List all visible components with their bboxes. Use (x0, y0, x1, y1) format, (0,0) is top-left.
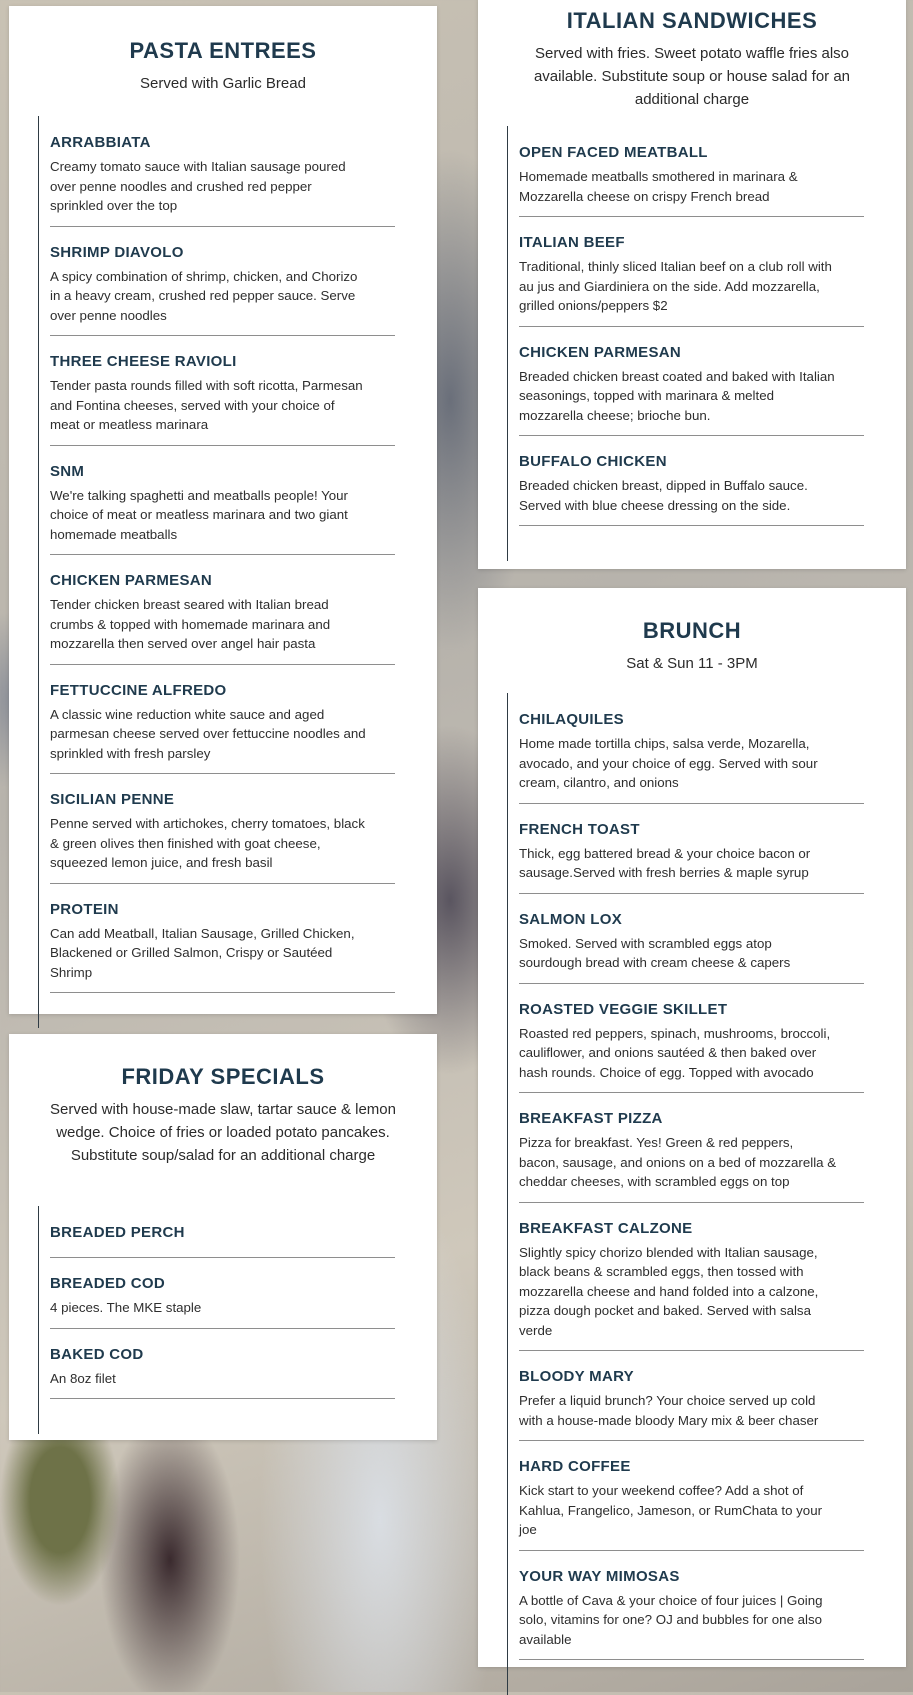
section-subtitle: Served with Garlic Bread (140, 75, 306, 92)
menu-item (519, 1110, 864, 1203)
brunch-card (478, 588, 906, 1667)
menu-item (50, 353, 395, 446)
menu-item (519, 344, 864, 437)
menu-item (50, 1224, 395, 1258)
menu-item (519, 1568, 864, 1661)
menu-item-description: We're talking spaghetti and meatballs people! Your choice of meat or meatless marinara and two giant homemade meatballs (50, 487, 348, 542)
menu-item-name: BUFFALO CHICKEN (519, 453, 667, 470)
menu-item-name: SICILIAN PENNE (50, 791, 175, 808)
menu-item-description: Creamy tomato sauce with Italian sausage poured over penne noodles and crushed red pepper sprinkled over the top (50, 159, 346, 213)
menu-item-name: ARRABBIATA (50, 134, 151, 151)
section-title: BRUNCH (642, 618, 742, 643)
menu-item (519, 1001, 864, 1094)
menu-item (50, 682, 395, 775)
menu-item-name: FETTUCCINE ALFREDO (50, 681, 227, 699)
menu-item-description: Thick, egg battered bread & your choice bacon or sausage.Served with fresh berries & maple syrup (519, 845, 811, 880)
menu-item-description: A classic wine reduction white sauce and aged parmesan cheese served over fettuccine noodles and sprinkled with fresh parsley (50, 706, 366, 761)
menu-item-name: BREAKFAST PIZZA (519, 1110, 663, 1127)
section-title: PASTA ENTREES (129, 38, 317, 63)
menu-item-description: Prefer a liquid brunch? Your choice served up cold with a house-made bloody Mary mix & beer chaser (519, 1393, 819, 1428)
section-subtitle: Served with fries. Sweet potato waffle fries also available. Substitute soup or house salad for an additional charge (533, 45, 851, 108)
section-subtitle: Sat & Sun 11 - 3PM (626, 655, 758, 672)
menu-item-description: An 8oz filet (50, 1370, 116, 1386)
menu-item-description: 4 pieces. The MKE staple (50, 1300, 202, 1315)
menu-item (50, 572, 395, 665)
menu-item (519, 144, 864, 217)
menu-item (519, 911, 864, 984)
italian-sandwiches-card (478, 0, 906, 569)
menu-item-name: SHRIMP DIAVOLO (50, 243, 184, 261)
menu-item-name: HARD COFFEE (519, 1458, 631, 1475)
menu-item-description: Tender pasta rounds filled with soft ricotta, Parmesan and Fontina cheeses, served with your choice of meat or meatless marinara (50, 378, 363, 432)
menu-item (50, 791, 395, 884)
menu-item-description: Tender chicken breast seared with Italian bread crumbs & topped with homemade marinara and mozzarella then served over angel hair pasta (50, 597, 331, 651)
menu-item-name: PROTEIN (50, 900, 119, 918)
menu-item (519, 821, 864, 894)
section-title: ITALIAN SANDWICHES (566, 8, 818, 33)
friday-specials-card (9, 1034, 437, 1440)
menu-item-description: Roasted red peppers, spinach, mushrooms, broccoli, cauliflower, and onions sautéed & then baked over hash rounds. Choice of egg. Topped with avocado (519, 1025, 831, 1080)
menu-item-list (38, 116, 395, 1028)
menu-item-description: Kick start to your weekend coffee? Add a shot of Kahlua, Frangelico, Jameson, or RumChata to your joe (519, 1483, 823, 1537)
menu-item-description: A spicy combination of shrimp, chicken, and Chorizo in a heavy cream, crushed red pepper sauce. Serve over penne noodles (50, 268, 358, 323)
menu-item-description: Penne served with artichokes, cherry tomatoes, black & green olives then finished with goat cheese, squeezed lemon juice, and fresh basil (50, 816, 365, 870)
menu-item (50, 1275, 395, 1329)
menu-item (50, 901, 395, 994)
menu-item-name: SNM (50, 462, 85, 480)
menu-item-name: SALMON LOX (519, 910, 622, 928)
menu-item-description: Slightly spicy chorizo blended with Italian sausage, black beans & scrambled eggs, then tossed with mozzarella cheese and hand folded into a calzone, pizza dough pocket and baked. Served with salsa verde (519, 1244, 819, 1338)
menu-item-name: CHICKEN PARMESAN (50, 572, 213, 589)
section-title: FRIDAY SPECIALS (121, 1064, 325, 1089)
menu-item (50, 463, 395, 556)
menu-item-list (38, 1206, 395, 1434)
menu-item-description: A bottle of Cava & your choice of four juices | Going solo, vitamins for one? OJ and bubbles for one also available (519, 1592, 823, 1647)
menu-item-name: ITALIAN BEEF (519, 234, 625, 251)
menu-item-description: Breaded chicken breast, dipped in Buffalo sauce. Served with blue cheese dressing on the side. (519, 478, 808, 513)
menu-item-name: ROASTED VEGGIE SKILLET (519, 1000, 728, 1018)
menu-item-description: Traditional, thinly sliced Italian beef on a club roll with au jus and Giardiniera on the side. Add mozzarella, grilled onions/peppers $2 (519, 259, 832, 313)
menu-item-description: Pizza for breakfast. Yes! Green & red peppers, bacon, sausage, and onions on a bed of mozzarella & cheddar cheeses, with scrambled eggs on top (519, 1135, 837, 1189)
menu-item (50, 134, 395, 227)
menu-item-name: BREAKFAST CALZONE (519, 1219, 693, 1237)
menu-item-description: Home made tortilla chips, salsa verde, Mozarella, avocado, and your choice of egg. Served with sour cream, cilantro, and onions (519, 736, 818, 790)
menu-item-name: OPEN FACED MEATBALL (519, 144, 708, 161)
menu-item (519, 1220, 864, 1352)
menu-item-name: CHILAQUILES (519, 711, 624, 728)
pasta-entrees-card (9, 6, 437, 1014)
menu-item (50, 1346, 395, 1400)
menu-item-name: BREADED COD (50, 1275, 165, 1292)
menu-item-name: THREE CHEESE RAVIOLI (50, 353, 237, 370)
menu-item (519, 453, 864, 526)
menu-item (519, 234, 864, 327)
menu-item-name: CHICKEN PARMESAN (519, 343, 682, 361)
menu-item-description: Homemade meatballs smothered in marinara & Mozzarella cheese on crispy French bread (519, 169, 798, 204)
section-subtitle: Served with house-made slaw, tartar sauce & lemon wedge. Choice of fries or loaded potato pancakes. Substitute soup/salad for an additional charge (49, 1101, 396, 1164)
menu-item-description: Smoked. Served with scrambled eggs atop sourdough bread with cream cheese & capers (519, 935, 791, 970)
menu-item (519, 1458, 864, 1551)
menu-item-name: BAKED COD (50, 1345, 144, 1363)
menu-item-list (507, 693, 864, 1695)
menu-item-name: FRENCH TOAST (519, 820, 640, 838)
menu-item (519, 1368, 864, 1441)
menu-item-description: Breaded chicken breast coated and baked with Italian seasonings, topped with marinara & melted mozzarella cheese; brioche bun. (519, 368, 835, 423)
menu-item-name: BREADED PERCH (50, 1224, 185, 1241)
menu-item (519, 711, 864, 804)
menu-item-list (507, 126, 864, 561)
menu-item-name: YOUR WAY MIMOSAS (519, 1567, 680, 1585)
menu-item-description: Can add Meatball, Italian Sausage, Grilled Chicken, Blackened or Grilled Salmon, Crispy or Sautéed Shrimp (50, 925, 355, 980)
menu-item-name: BLOODY MARY (519, 1368, 634, 1385)
menu-item (50, 244, 395, 337)
